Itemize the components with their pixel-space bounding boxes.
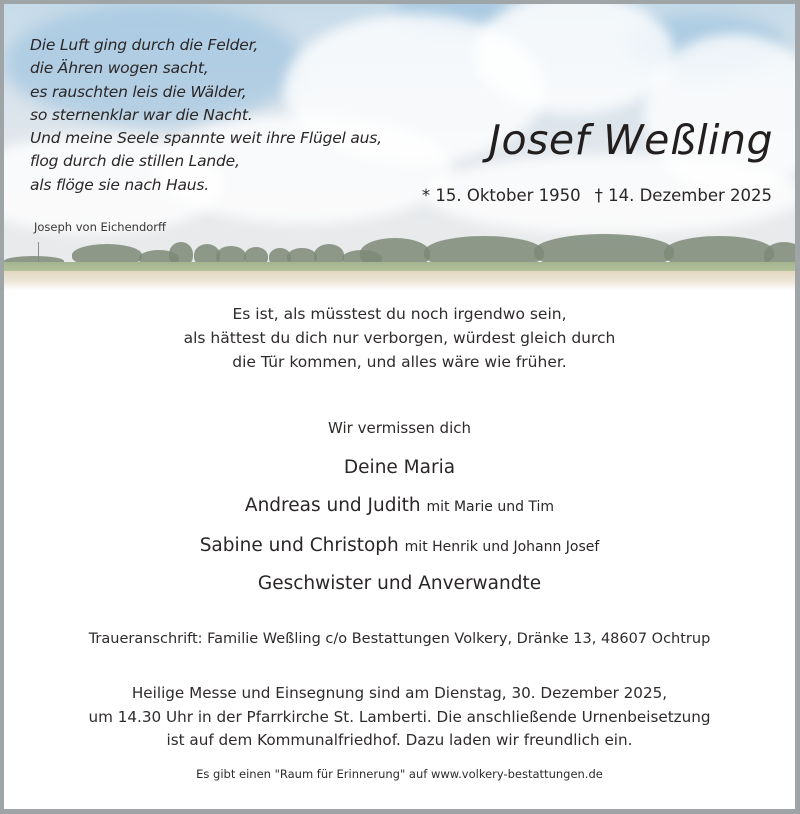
service-info (4, 682, 795, 753)
memorial-website-note: Es gibt einen "Raum für Erinnerung" auf www.volkery-bestattungen.de (196, 767, 603, 781)
poem-line: Die Luft ging durch die Felder, (30, 36, 259, 54)
quote-line: als hättest du dich nur verborgen, würdest gleich durch (183, 329, 616, 347)
mourners-intro: Wir vermissen dich (328, 419, 471, 437)
family-main: Sabine und Christoph (199, 535, 399, 556)
poem-line: Und meine Seele spannte weit ihre Flügel aus, (30, 129, 382, 148)
poem-line: die Ähren wogen sacht, (30, 59, 209, 78)
life-dates (422, 186, 772, 205)
mourner-family (4, 457, 795, 478)
mourner-family (4, 573, 795, 594)
service-line: Heilige Messe und Einsegnung sind am Dienstag, 30. Dezember 2025, (131, 684, 668, 702)
poem-line: so sternenklar war die Nacht. (30, 105, 253, 124)
family-main: Andreas und Judith (244, 495, 421, 516)
mourner-family (4, 495, 795, 516)
family-main: Deine Maria (343, 457, 456, 478)
poem-author: Joseph von Eichendorff (34, 220, 166, 234)
family-extra: mit Henrik und Johann Josef (404, 539, 600, 555)
death-date: † 14. Dezember 2025 (594, 186, 772, 205)
birth-date: * 15. Oktober 1950 (421, 186, 581, 205)
family-extra: mit Marie und Tim (426, 499, 555, 515)
landscape-header-image (4, 4, 795, 290)
family-main: Geschwister und Anverwandte (257, 573, 542, 594)
poem-line: flog durch die stillen Lande, (30, 152, 240, 171)
memorial-quote (4, 302, 795, 374)
poem-line: es rauschten leis die Wälder, (30, 82, 247, 101)
service-line: ist auf dem Kommunalfriedhof. Dazu laden wir freundlich ein. (166, 731, 633, 749)
poem-line: als flöge sie nach Haus. (30, 175, 209, 194)
mourner-family (4, 535, 795, 556)
poem (30, 34, 382, 197)
obituary-card (4, 4, 795, 809)
mourning-address: Traueranschrift: Familie Weßling c/o Bestattungen Volkery, Dränke 13, 48607 Ochtrup (88, 631, 711, 647)
quote-line: die Tür kommen, und alles wäre wie früher. (232, 353, 567, 371)
deceased-name: Josef Weßling (488, 116, 773, 164)
quote-line: Es ist, als müsstest du noch irgendwo sein, (232, 305, 567, 323)
sand-field (4, 271, 795, 290)
service-line: um 14.30 Uhr in der Pfarrkirche St. Lamberti. Die anschließende Urnenbeisetzung (88, 707, 711, 726)
